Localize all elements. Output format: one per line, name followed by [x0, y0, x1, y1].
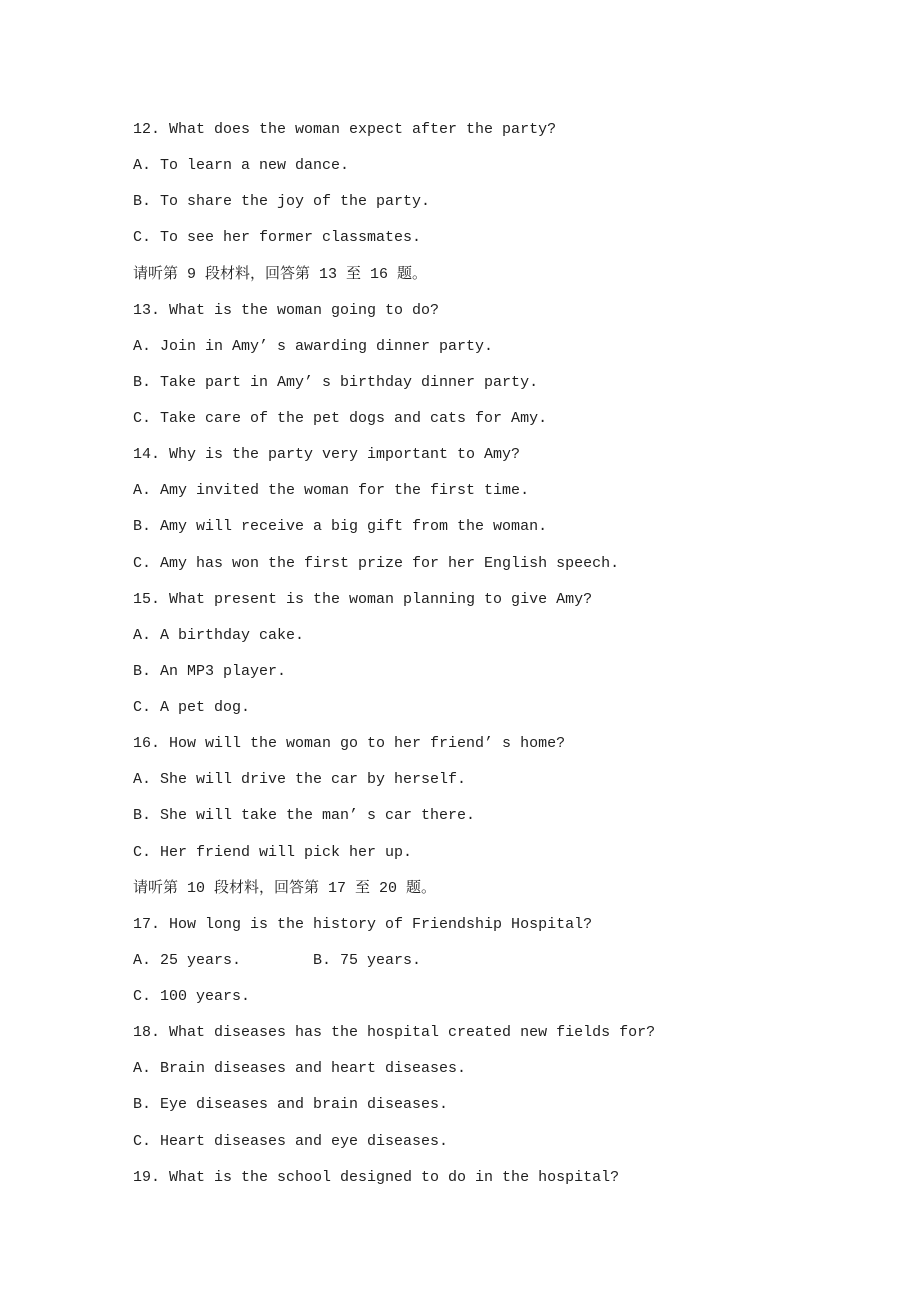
option-text: A. To learn a new dance. [133, 157, 350, 175]
option-text: A. 25 years. B. 75 years. [133, 951, 422, 969]
option-text: A. Amy invited the woman for the first time. [133, 482, 530, 500]
option-text: C. 100 years. [133, 988, 251, 1005]
option-text: C. A pet dog. [133, 699, 251, 716]
option-text: C. Heart diseases and eye diseases. [133, 1132, 449, 1150]
option-text: A. A birthday cake. [133, 626, 305, 644]
option-text: B. Amy will receive a big gift from the woman. [133, 518, 548, 536]
option-text: B. An MP3 player. [133, 662, 287, 680]
question-text: 12. What does the woman expect after the party? [133, 121, 557, 138]
option-text: A. She will drive the car by herself. [133, 771, 467, 789]
option-text: C. Amy has won the first prize for her English speech. [133, 554, 620, 572]
question-text: 18. What diseases has the hospital created new fields for? [133, 1024, 656, 1042]
option-text: B. Take part in Amy’ s birthday dinner party. [133, 373, 539, 391]
section-instruction: 请听第 10 段材料，回答第 17 至 20 题。 [133, 879, 437, 897]
question-text: 13. What is the woman going to do? [133, 301, 440, 319]
exam-lines [133, 112, 920, 1196]
option-text: B. She will take the man’ s car there. [133, 807, 476, 825]
option-text: C. Take care of the pet dogs and cats for Amy. [133, 410, 548, 427]
option-text: B. Eye diseases and brain diseases. [133, 1096, 449, 1114]
option-text: C. To see her former classmates. [133, 229, 422, 247]
option-text: A. Join in Amy’ s awarding dinner party. [133, 337, 494, 355]
question-text: 19. What is the school designed to do in the hospital? [133, 1168, 620, 1186]
option-text: B. To share the joy of the party. [133, 193, 431, 211]
question-text: 14. Why is the party very important to Amy? [133, 446, 521, 464]
option-text: A. Brain diseases and heart diseases. [133, 1060, 467, 1078]
option-text: C. Her friend will pick her up. [133, 843, 413, 861]
question-text: 17. How long is the history of Friendship Hospital? [133, 915, 593, 933]
section-instruction: 请听第 9 段材料，回答第 13 至 16 题。 [133, 265, 428, 283]
question-text: 15. What present is the woman planning to give Amy? [133, 590, 593, 608]
question-text: 16. How will the woman go to her friend’ s home? [133, 735, 566, 753]
